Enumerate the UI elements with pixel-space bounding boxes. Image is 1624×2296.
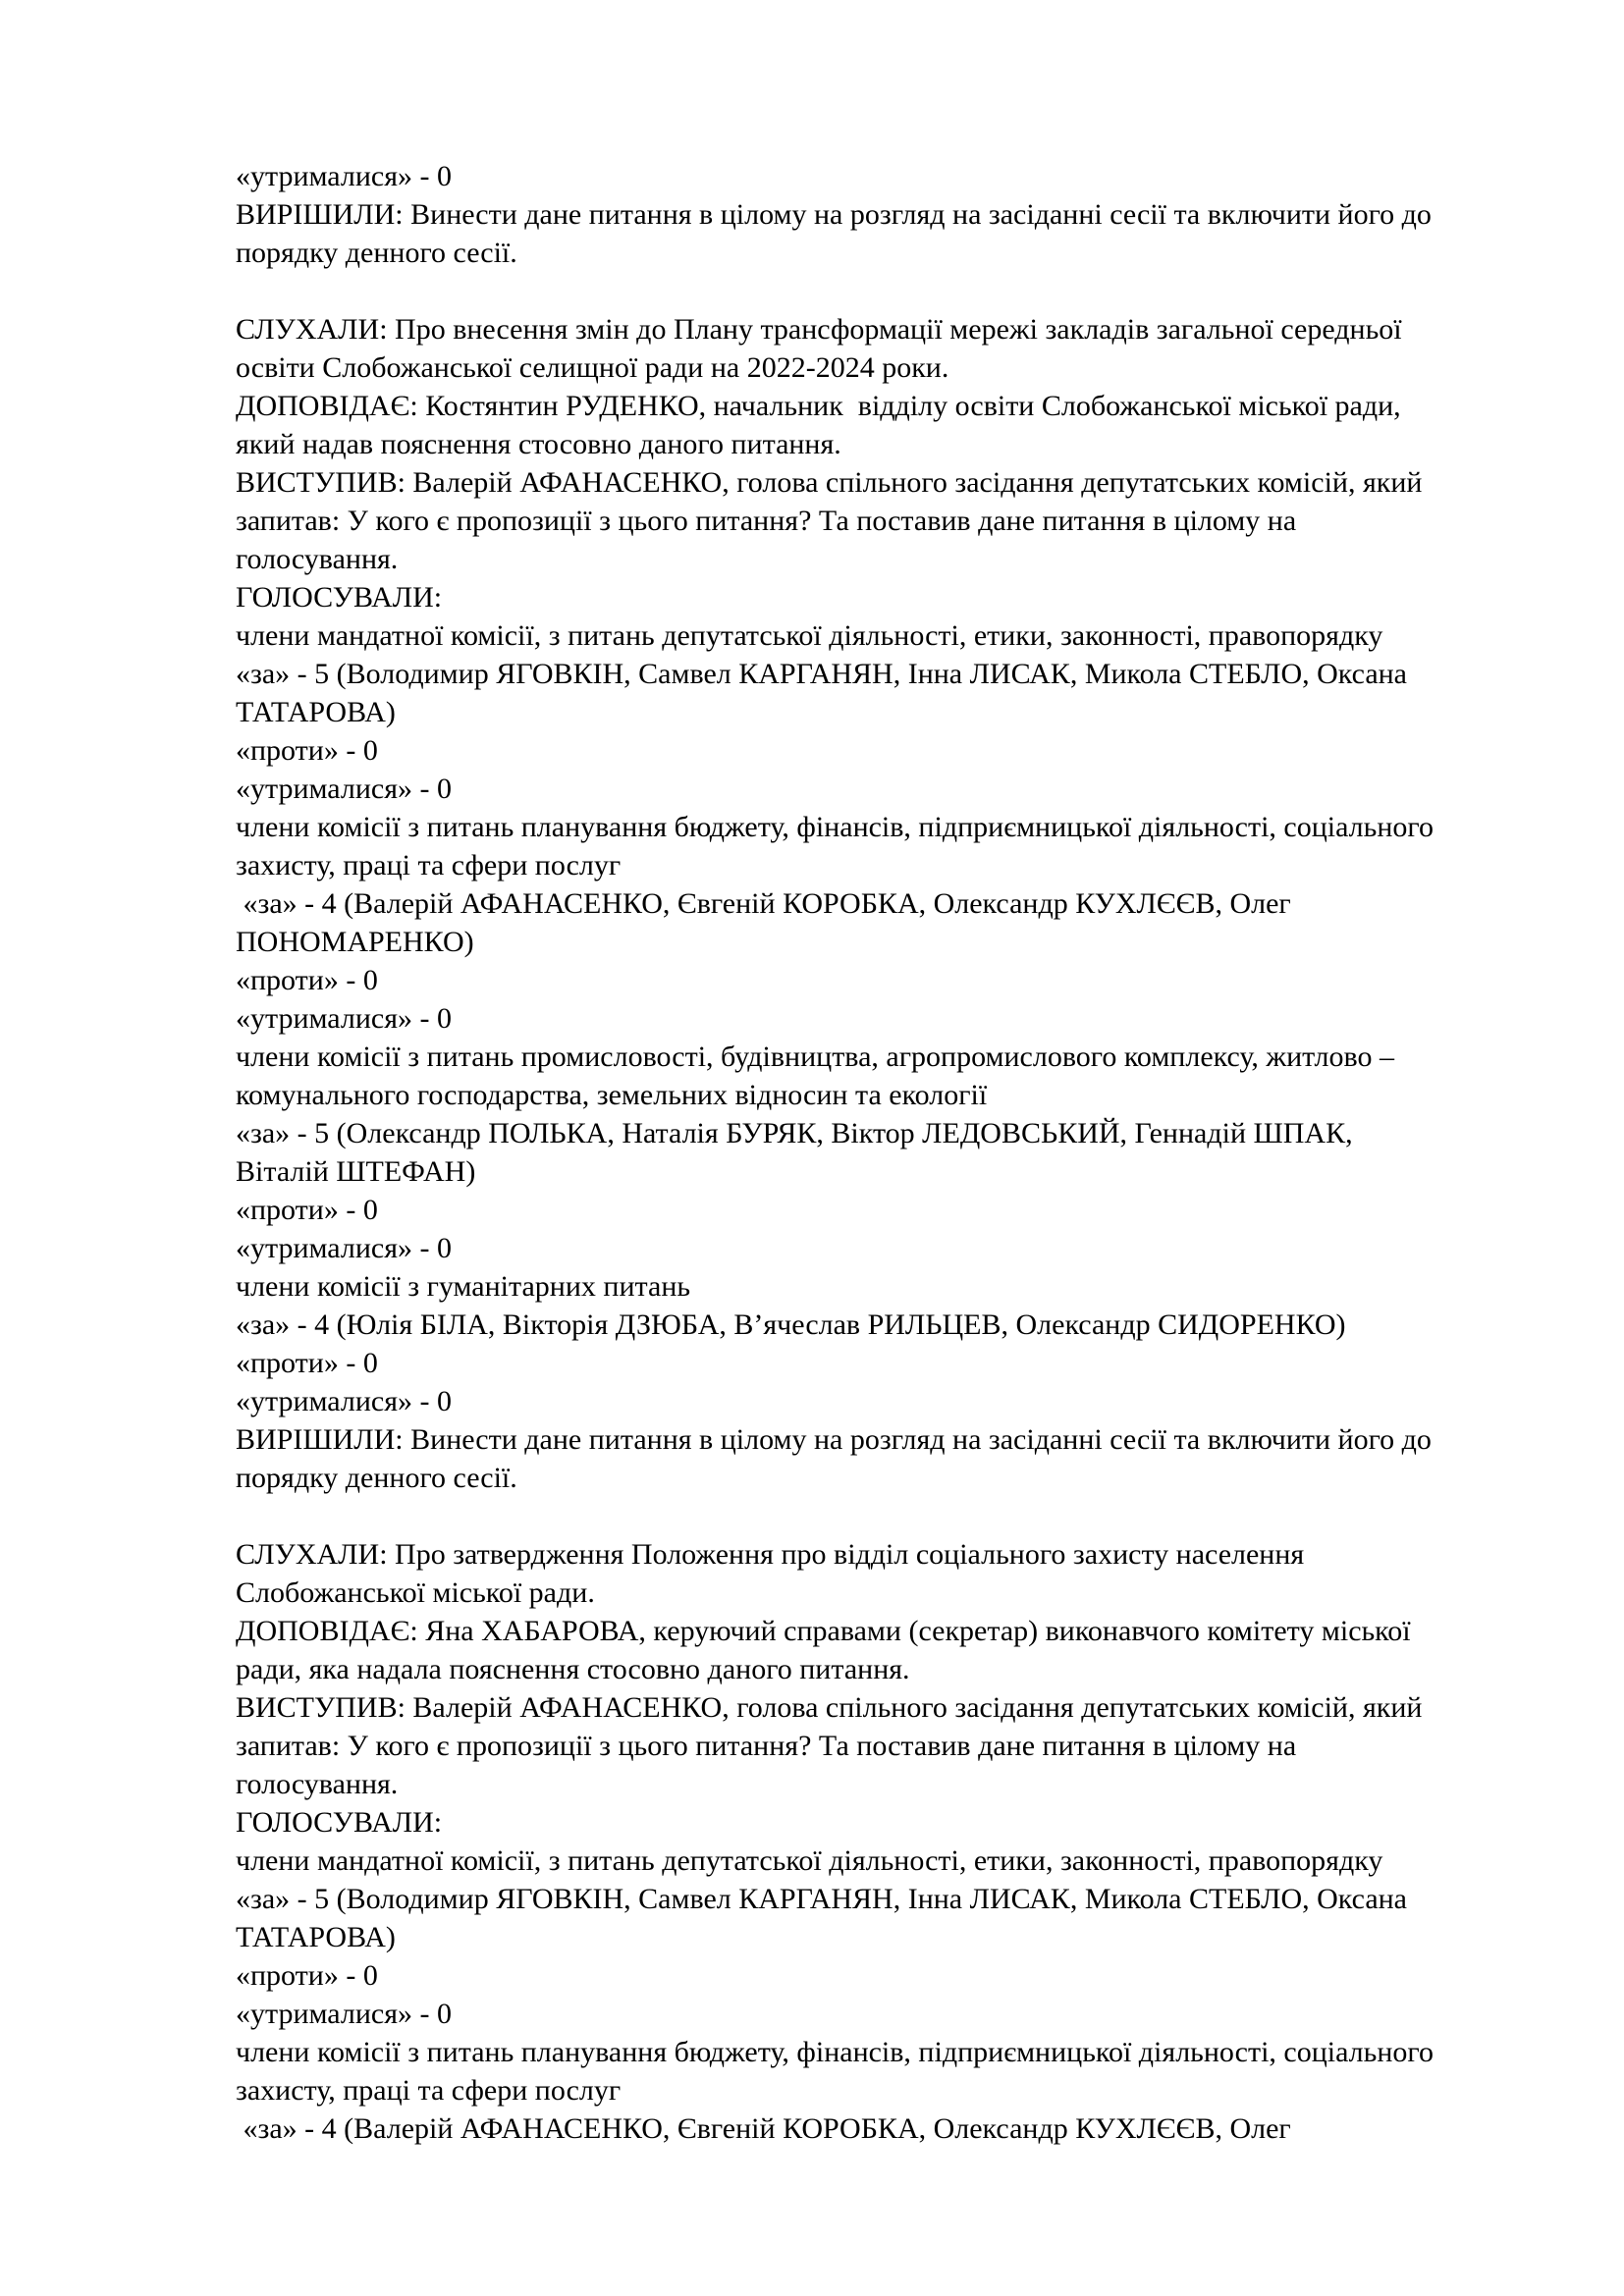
text-line: «утрималися» - 0	[236, 1998, 453, 2030]
text-line: який надав пояснення стосовно даного питання.	[236, 428, 841, 460]
text-line: «утрималися» - 0	[236, 1385, 453, 1417]
text-line: запитав: У кого є пропозиції з цього питання? Та поставив дане питання в цілому на	[236, 1730, 1297, 1762]
text-line: «проти» - 0	[236, 1347, 378, 1379]
text-line: Слобожанської міської ради.	[236, 1576, 595, 1609]
text-line: «за» - 4 (Валерій АФАНАСЕНКО, Євгеній КОРОБКА, Олександр КУХЛЄЄВ, Олег	[236, 887, 1291, 920]
text-line: порядку денного сесії.	[236, 237, 517, 269]
text-line: «утрималися» - 0	[236, 773, 453, 805]
text-line: «утрималися» - 0	[236, 160, 453, 192]
text-line: ТАТАРОВА)	[236, 696, 396, 728]
text-line: «утрималися» - 0	[236, 1002, 453, 1035]
text-line: члени мандатної комісії, з питань депутатської діяльності, етики, законності, правопорядку	[236, 1844, 1383, 1877]
text-line: члени комісії з питань промисловості, будівництва, агропромислового комплексу, житлово –	[236, 1041, 1394, 1073]
text-line: ВИРІШИЛИ: Винести дане питання в цілому на розгляд на засіданні сесії та включити його до	[236, 1423, 1432, 1456]
text-line: «за» - 5 (Володимир ЯГОВКІН, Самвел КАРГАНЯН, Інна ЛИСАК, Микола СТЕБЛО, Оксана	[236, 658, 1407, 690]
text-line: «за» - 5 (Олександр ПОЛЬКА, Наталія БУРЯК, Віктор ЛЕДОВСЬКИЙ, Геннадій ШПАК,	[236, 1117, 1353, 1149]
text-line: «проти» - 0	[236, 1959, 378, 1992]
text-line: «проти» - 0	[236, 734, 378, 767]
text-line: члени мандатної комісії, з питань депутатської діяльності, етики, законності, правопорядку	[236, 619, 1383, 652]
text-line: ДОПОВІДАЄ: Яна ХАБАРОВА, керуючий справами (секретар) виконавчого комітету міської	[236, 1615, 1411, 1647]
document-page	[236, 157, 1565, 2148]
text-line: голосування.	[236, 543, 399, 575]
text-line: ВИСТУПИВ: Валерій АФАНАСЕНКО, голова спільного засідання депутатських комісій, який	[236, 466, 1423, 499]
text-line: ТАТАРОВА)	[236, 1921, 396, 1953]
text-line: комунального господарства, земельних відносин та екології	[236, 1079, 988, 1111]
paragraph-gap	[236, 272, 1565, 310]
text-line: порядку денного сесії.	[236, 1462, 517, 1494]
text-line: ВИРІШИЛИ: Винести дане питання в цілому на розгляд на засіданні сесії та включити його до	[236, 198, 1432, 231]
text-line: ГОЛОСУВАЛИ:	[236, 581, 443, 614]
text-line: Віталій ШТЕФАН)	[236, 1155, 476, 1188]
text-line: ВИСТУПИВ: Валерій АФАНАСЕНКО, голова спільного засідання депутатських комісій, який	[236, 1691, 1423, 1724]
paragraph-gap	[236, 1497, 1565, 1535]
text-line: голосування.	[236, 1768, 399, 1800]
text-line: ГОЛОСУВАЛИ:	[236, 1806, 443, 1839]
text-line: члени комісії з питань планування бюджету, фінансів, підприємницької діяльності, соціального	[236, 811, 1434, 843]
text-line: «проти» - 0	[236, 1194, 378, 1226]
text-line: «за» - 4 (Валерій АФАНАСЕНКО, Євгеній КОРОБКА, Олександр КУХЛЄЄВ, Олег	[236, 2112, 1291, 2145]
text-line: СЛУХАЛИ: Про внесення змін до Плану трансформації мережі закладів загальної середньої	[236, 313, 1402, 346]
text-line: ПОНОМАРЕНКО)	[236, 926, 474, 958]
text-line: ДОПОВІДАЄ: Костянтин РУДЕНКО, начальник відділу освіти Слобожанської міської ради,	[236, 390, 1401, 422]
text-line: члени комісії з гуманітарних питань	[236, 1270, 691, 1303]
text-line: захисту, праці та сфери послуг	[236, 2074, 622, 2107]
text-line: ради, яка надала пояснення стосовно даного питання.	[236, 1653, 910, 1685]
text-line: «за» - 5 (Володимир ЯГОВКІН, Самвел КАРГАНЯН, Інна ЛИСАК, Микола СТЕБЛО, Оксана	[236, 1883, 1407, 1915]
text-line: члени комісії з питань планування бюджету, фінансів, підприємницької діяльності, соціального	[236, 2036, 1434, 2068]
text-line: «проти» - 0	[236, 964, 378, 996]
text-line: освіти Слобожанської селищної ради на 2022-2024 роки.	[236, 351, 949, 384]
text-line: захисту, праці та сфери послуг	[236, 849, 622, 881]
text-line: «утрималися» - 0	[236, 1232, 453, 1264]
text-line: «за» - 4 (Юлія БІЛА, Вікторія ДЗЮБА, В’ячеслав РИЛЬЦЕВ, Олександр СИДОРЕНКО)	[236, 1308, 1346, 1341]
text-line: запитав: У кого є пропозиції з цього питання? Та поставив дане питання в цілому на	[236, 505, 1297, 537]
text-line: СЛУХАЛИ: Про затвердження Положення про відділ соціального захисту населення	[236, 1538, 1305, 1571]
